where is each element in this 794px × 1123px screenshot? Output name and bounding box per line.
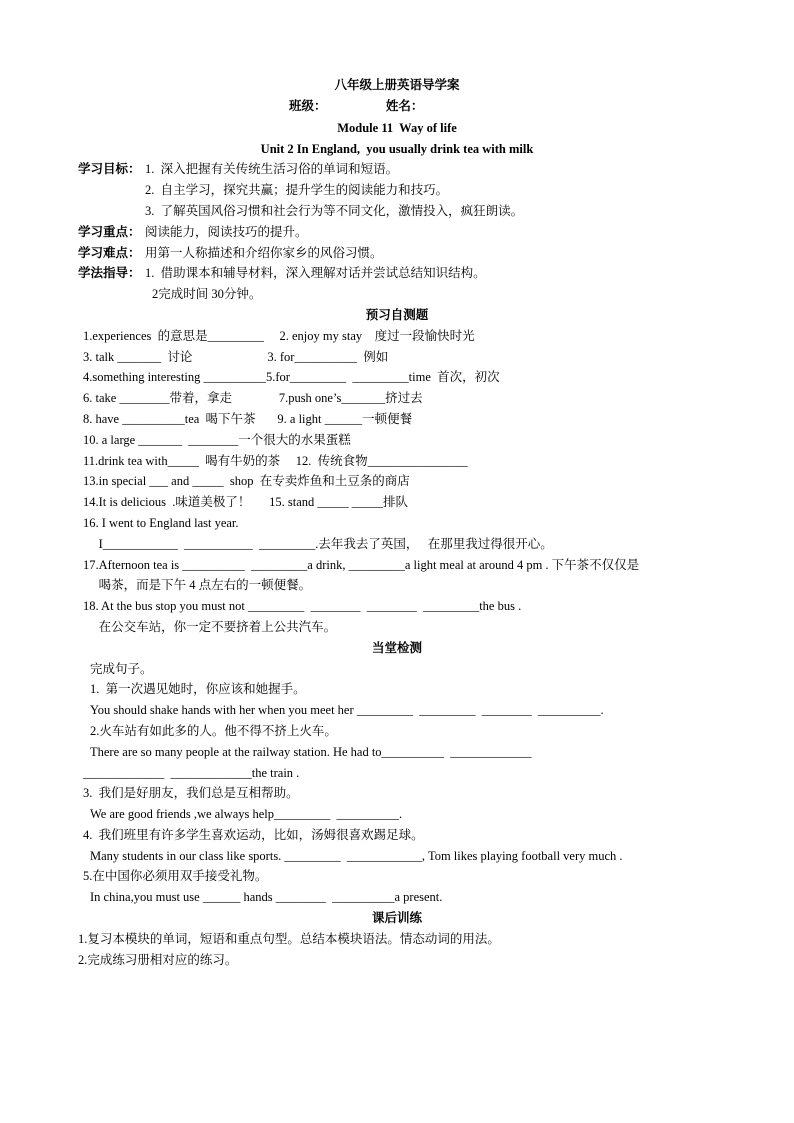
class-check-line: Many students in our class like sports. _________ ____________, Tom likes playing football very much . (90, 849, 623, 863)
preview-line: 1.experiences 的意思是_________ 2. enjoy my stay 度过一段愉快时光 (83, 329, 475, 343)
preview-line: 在公交车站，你一定不要挤着上公共汽车。 (83, 620, 337, 634)
method-line: 1. 借助课本和辅导材料，深入理解对话并尝试总结知识结构。 (145, 266, 486, 280)
goals-label: 学习目标： (78, 162, 141, 176)
class-check-line: 3. 我们是好朋友，我们总是互相帮助。 (83, 786, 299, 800)
unit-title: Unit 2 In England, you usually drink tea with milk (260, 142, 534, 156)
preview-line: 10. a large _______ ________一个很大的水果蛋糕 (83, 433, 351, 447)
class-check-line: 2.火车站有如此多的人。他不得不挤上火车。 (90, 724, 337, 738)
preview-line: 喝茶，而是下午 4 点左右的一顿便餐。 (83, 578, 312, 592)
preview-line: 16. I went to England last year. (83, 516, 239, 530)
preview-line: 8. have __________tea 喝下午茶 9. a light ______一顿便餐 (83, 412, 413, 426)
preview-line: 14.It is delicious .味道美极了！ 15. stand _____ _____排队 (83, 495, 408, 509)
class-check-line: _____________ _____________the train . (83, 766, 300, 780)
class-check-line: 5.在中国你必须用双手接受礼物。 (83, 869, 268, 883)
class-check-line: In china,you must use ______ hands ________ __________a present. (90, 890, 443, 904)
class-check-section-title: 当堂检测 (371, 641, 422, 655)
goal-item: 2. 自主学习，探究共赢；提升学生的阅读能力和技巧。 (145, 183, 449, 197)
preview-line: 13.in special ___ and _____ shop 在专卖炸鱼和土豆条的商店 (83, 474, 410, 488)
class-check-line: 1. 第一次遇见她时，你应该和她握手。 (90, 682, 306, 696)
focus-text: 阅读能力，阅读技巧的提升。 (145, 225, 308, 239)
preview-line: 11.drink tea with_____ 喝有牛奶的茶 12. 传统食物________________ (83, 454, 468, 468)
goal-item: 1. 深入把握有关传统生活习俗的单词和短语。 (145, 162, 399, 176)
page-title: 八年级上册英语导学案 (334, 78, 460, 92)
focus-label: 学习重点： (78, 225, 141, 239)
class-check-line: There are so many people at the railway station. He had to__________ _____________ (90, 745, 532, 759)
method-label: 学法指导： (78, 266, 141, 280)
preview-line: 6. take ________带着，拿走 7.push one’s_______挤过去 (83, 391, 423, 405)
after-class-section-title: 课后训练 (371, 911, 422, 925)
preview-section-title: 预习自测题 (365, 308, 429, 322)
preview-line: 3. talk _______ 讨论 3. for__________ 例如 (83, 350, 389, 364)
class-check-line: 4. 我们班里有许多学生喜欢运动，比如，汤姆很喜欢踢足球。 (83, 828, 424, 842)
method-line: 2完成时间 30分钟。 (152, 287, 262, 301)
class-check-line: 完成句子。 (90, 662, 153, 676)
difficulty-label: 学习难点： (78, 246, 141, 260)
class-name-line: 班级： 姓名： (289, 99, 424, 113)
class-check-line: You should shake hands with her when you meet her _________ _________ ________ __________. (90, 703, 604, 717)
preview-line: 18. At the bus stop you must not _________ ________ ________ _________the bus . (83, 599, 522, 613)
preview-line: 17.Afternoon tea is __________ _________a drink, _________a light meal at around 4 pm . 下午茶不仅仅是 (83, 558, 640, 572)
preview-line: I____________ ___________ _________.去年我去了英国， 在那里我过得很开心。 (83, 537, 553, 551)
difficulty-text: 用第一人称描述和介绍你家乡的风俗习惯。 (145, 246, 383, 260)
module-title: Module 11 Way of life (337, 121, 457, 135)
after-class-line: 2.完成练习册相对应的练习。 (78, 953, 238, 967)
preview-line: 4.something interesting __________5.for_________ _________time 首次，初次 (83, 370, 500, 384)
after-class-line: 1.复习本模块的单词，短语和重点句型。总结本模块语法。情态动词的用法。 (78, 932, 500, 946)
class-check-line: We are good friends ,we always help_________ __________. (90, 807, 403, 821)
goal-item: 3. 了解英国风俗习惯和社会行为等不同文化，激情投入，疯狂朗读。 (145, 204, 524, 218)
